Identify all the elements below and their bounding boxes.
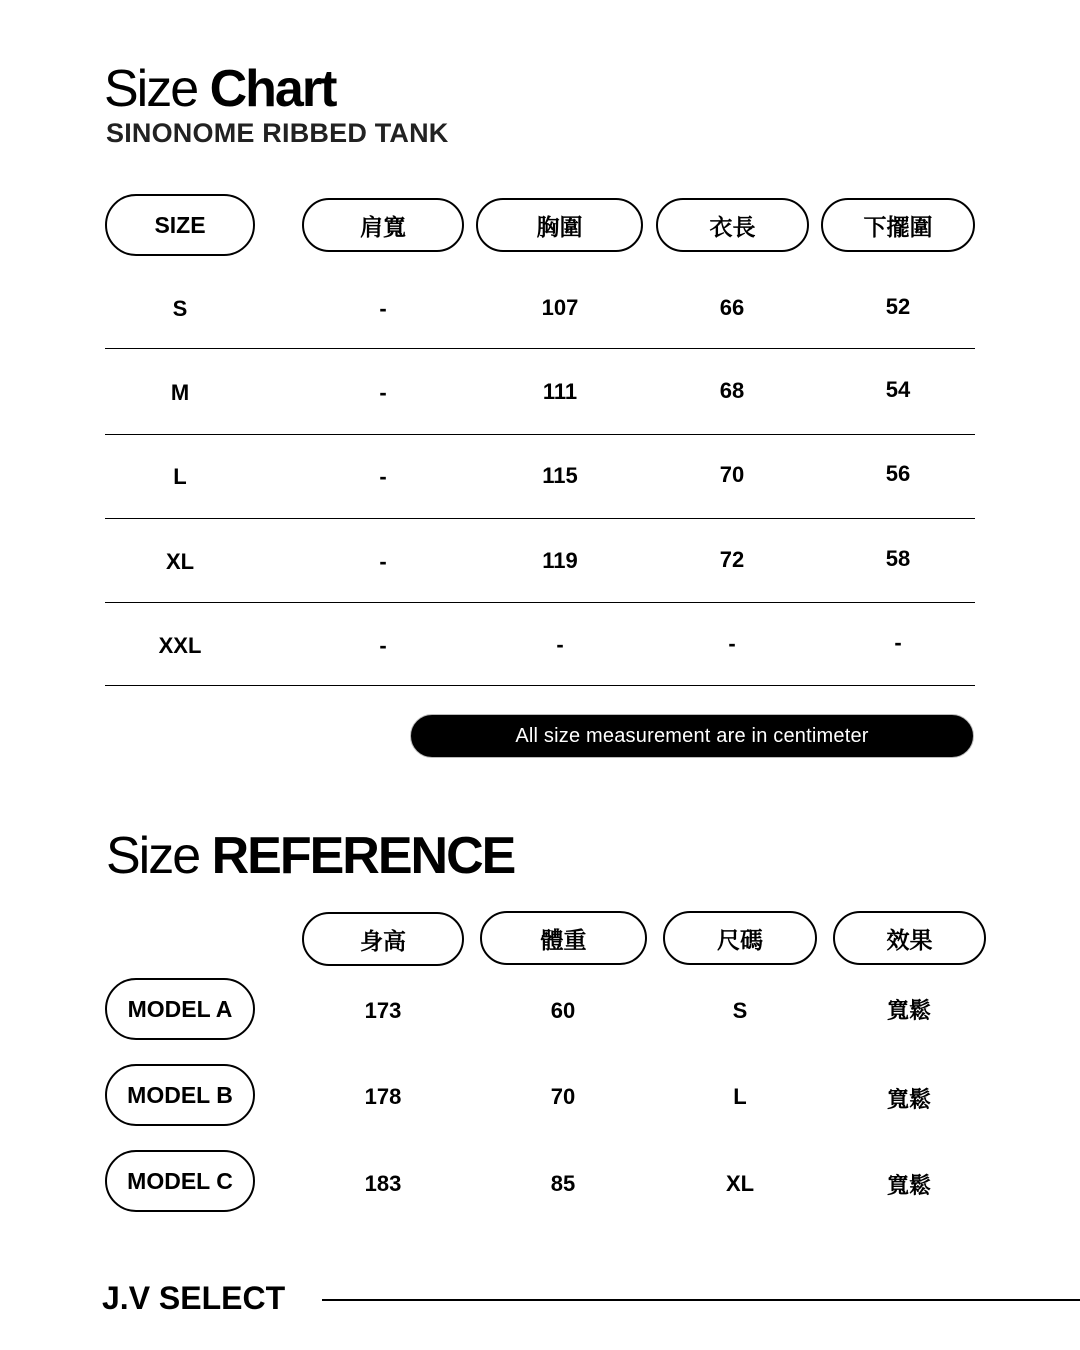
table-cell: 173 [364, 998, 402, 1023]
header-weight: 體重 [480, 911, 647, 965]
table-cell: 68 [719, 378, 745, 403]
header-size-worn: 尺碼 [663, 911, 817, 965]
table-cell: 56 [885, 461, 911, 486]
table-cell: L [173, 464, 187, 489]
table-cell: 54 [885, 377, 911, 402]
table-cell: 115 [542, 463, 578, 488]
table-cell: S [732, 998, 748, 1023]
table-cell: - [379, 296, 387, 321]
brand-name: J.V SELECT [102, 1280, 286, 1316]
header-shoulder: 肩寬 [302, 198, 464, 252]
table-cell: 寬鬆 [886, 998, 932, 1023]
table-cell: 60 [550, 998, 576, 1023]
table-cell: 寬鬆 [886, 1173, 932, 1198]
table-cell: 85 [550, 1171, 576, 1196]
table-cell: XL [165, 549, 195, 574]
table-cell: - [379, 633, 387, 658]
table-cell: 72 [719, 547, 745, 572]
table-cell: - [728, 631, 736, 656]
table-cell: XXL [158, 633, 202, 658]
product-name: SINONOME RIBBED TANK [106, 118, 449, 148]
row-divider [105, 434, 975, 435]
table-cell: 70 [550, 1084, 576, 1109]
header-hem: 下擺圍 [821, 198, 975, 252]
size-chart-title: Size Chart [104, 60, 336, 118]
row-divider [105, 685, 975, 686]
model-c-label: MODEL C [105, 1150, 255, 1212]
table-cell: - [379, 464, 387, 489]
table-cell: - [379, 549, 387, 574]
header-length: 衣長 [656, 198, 809, 252]
table-cell: - [556, 632, 564, 657]
header-height: 身高 [302, 912, 464, 966]
size-reference-title: Size REFERENCE [106, 827, 515, 885]
header-size: SIZE [105, 194, 255, 256]
table-cell: 寬鬆 [886, 1087, 932, 1112]
table-cell: - [379, 380, 387, 405]
table-cell: - [894, 630, 902, 655]
table-cell: 111 [542, 379, 578, 404]
row-divider [105, 348, 975, 349]
table-cell: 70 [719, 462, 745, 487]
header-fit: 效果 [833, 911, 986, 965]
model-a-label: MODEL A [105, 978, 255, 1040]
table-cell: 66 [719, 295, 745, 320]
table-cell: 183 [364, 1171, 402, 1196]
table-cell: S [172, 296, 188, 321]
table-cell: 52 [885, 294, 911, 319]
table-cell: 119 [542, 548, 578, 573]
table-cell: 58 [885, 546, 911, 571]
header-chest: 胸圍 [476, 198, 643, 252]
model-b-label: MODEL B [105, 1064, 255, 1126]
table-cell: XL [725, 1171, 755, 1196]
table-cell: M [170, 380, 190, 405]
table-cell: L [733, 1084, 747, 1109]
table-cell: 178 [364, 1084, 402, 1109]
table-cell: 107 [541, 295, 579, 320]
row-divider [105, 602, 975, 603]
footer-divider [322, 1299, 1080, 1301]
row-divider [105, 518, 975, 519]
measurement-note: All size measurement are in centimeter [410, 714, 974, 758]
